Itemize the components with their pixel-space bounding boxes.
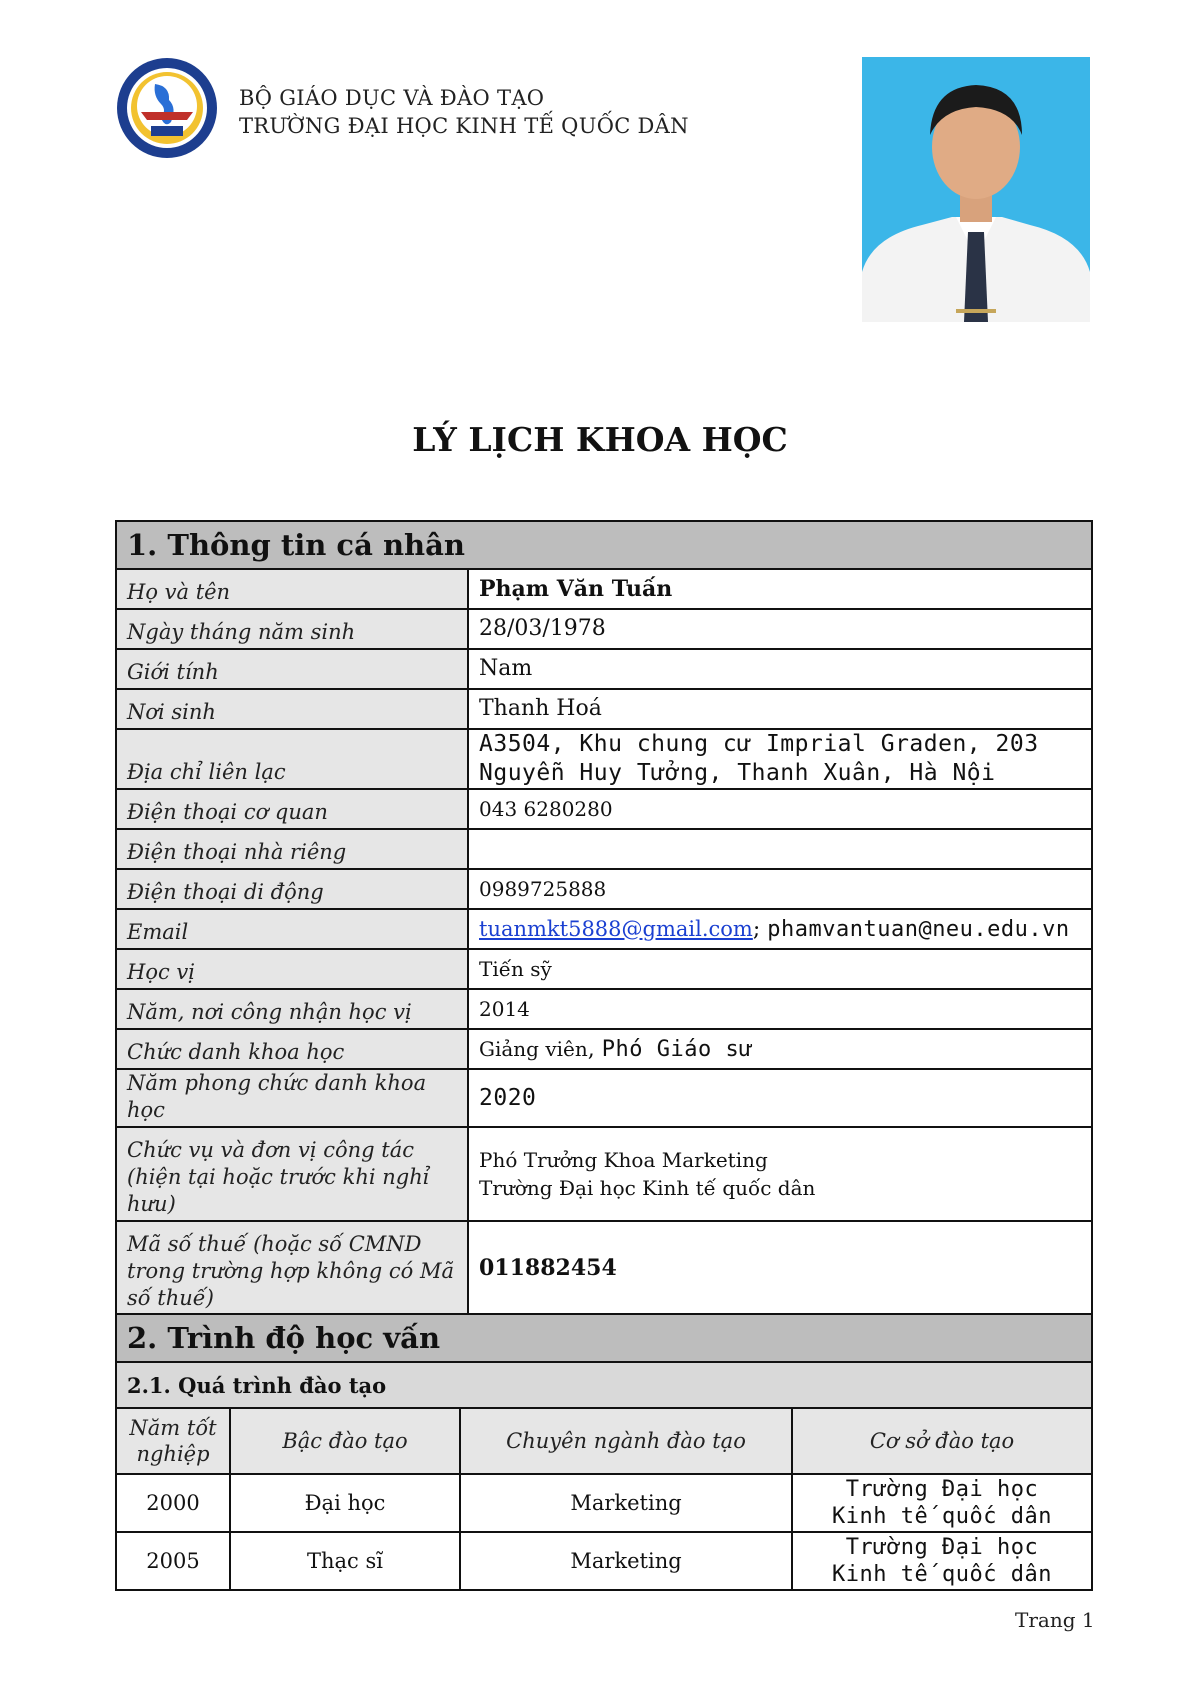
institution-line: Kinh tế quốc dân [832,1504,1052,1529]
page-number: Trang 1 [1015,1608,1095,1632]
column-header-major: Chuyên ngành đào tạo [460,1408,792,1474]
label-degree: Học vị [116,949,468,989]
academic-title-primary: Giảng viên [479,1036,588,1061]
personal-info-table [115,520,1093,1316]
cell-institution [792,1474,1092,1532]
email-separator: ; [752,916,768,942]
label-email: Email [116,909,468,949]
cell-major: Marketing [460,1532,792,1590]
label-tax-code: Mã số thuế (hoặc số CMND trong trường hợp không có Mã số thuế) [116,1221,468,1315]
value-birth-date: 28/03/1978 [468,609,1092,649]
table-row [116,649,1092,689]
table-row [116,949,1092,989]
value-office-phone: 043 6280280 [468,789,1092,829]
value-gender: Nam [468,649,1092,689]
table-row [116,1474,1092,1532]
workplace-line: Trường Đại học Kinh tế quốc dân [479,1176,816,1200]
academic-title-separator: , [587,1036,602,1062]
column-header-level: Bậc đào tạo [230,1408,460,1474]
table-row [116,609,1092,649]
academic-title-secondary: Phó Giáo sư [601,1036,753,1062]
value-address: A3504, Khu chung cư Imprial Graden, 203 Nguyễn Huy Tưởng, Thanh Xuân, Hà Nội [468,729,1092,789]
table-header-row [116,1408,1092,1474]
table-row [116,909,1092,949]
table-row [116,829,1092,869]
label-gender: Giới tính [116,649,468,689]
label-office-phone: Điện thoại cơ quan [116,789,468,829]
university-seal-icon [115,56,219,160]
institution-line: Trường Đại học [845,1535,1039,1560]
cell-level: Thạc sĩ [230,1532,460,1590]
table-row [116,729,1092,789]
label-academic-title: Chức danh khoa học [116,1029,468,1069]
position-line: Phó Trưởng Khoa Marketing [479,1148,768,1172]
label-full-name: Họ và tên [116,569,468,609]
table-row [116,1069,1092,1127]
table-row [116,1029,1092,1069]
ministry-name: BỘ GIÁO DỤC VÀ ĐÀO TẠO [239,86,545,110]
portrait-photo [862,57,1090,322]
institution-line: Kinh tế quốc dân [832,1562,1052,1587]
education-table [115,1313,1093,1591]
value-position [468,1127,1092,1221]
column-header-institution: Cơ sở đào tạo [792,1408,1092,1474]
value-full-name: Phạm Văn Tuấn [468,569,1092,609]
label-address: Địa chỉ liên lạc [116,729,468,789]
value-birthplace: Thanh Hoá [468,689,1092,729]
value-academic-title [468,1029,1092,1069]
email-secondary: phamvantuan@neu.edu.vn [767,916,1070,942]
cell-level: Đại học [230,1474,460,1532]
label-birthplace: Nơi sinh [116,689,468,729]
value-email [468,909,1092,949]
label-degree-year: Năm, nơi công nhận học vị [116,989,468,1029]
value-degree: Tiến sỹ [468,949,1092,989]
value-mobile-phone: 0989725888 [468,869,1092,909]
cell-major: Marketing [460,1474,792,1532]
institution-line: Trường Đại học [845,1477,1039,1502]
section-heading-personal: 1. Thông tin cá nhân [116,521,1092,569]
cell-year: 2000 [116,1474,230,1532]
table-row [116,869,1092,909]
table-row [116,1221,1092,1315]
value-tax-code: 011882454 [468,1221,1092,1315]
subsection-heading-training: 2.1. Quá trình đào tạo [116,1362,1092,1408]
table-row [116,689,1092,729]
school-name: TRƯỜNG ĐẠI HỌC KINH TẾ QUỐC DÂN [239,114,689,138]
label-home-phone: Điện thoại nhà riêng [116,829,468,869]
table-row [116,989,1092,1029]
value-home-phone [468,829,1092,869]
table-row [116,569,1092,609]
cell-year: 2005 [116,1532,230,1590]
document-title: LÝ LỊCH KHOA HỌC [412,420,788,459]
table-row [116,1127,1092,1221]
section-heading-education: 2. Trình độ học vấn [116,1314,1092,1362]
value-title-year: 2020 [468,1069,1092,1127]
table-row [116,1532,1092,1590]
label-birth-date: Ngày tháng năm sinh [116,609,468,649]
column-header-year: Năm tốt nghiệp [116,1408,230,1474]
email-link[interactable]: tuanmkt5888@gmail.com [479,916,753,941]
table-row [116,789,1092,829]
cell-institution [792,1532,1092,1590]
portrait-image [862,57,1090,322]
label-position: Chức vụ và đơn vị công tác (hiện tại hoặc trước khi nghỉ hưu) [116,1127,468,1221]
label-title-year: Năm phong chức danh khoa học [116,1069,468,1127]
value-degree-year: 2014 [468,989,1092,1029]
label-mobile-phone: Điện thoại di động [116,869,468,909]
